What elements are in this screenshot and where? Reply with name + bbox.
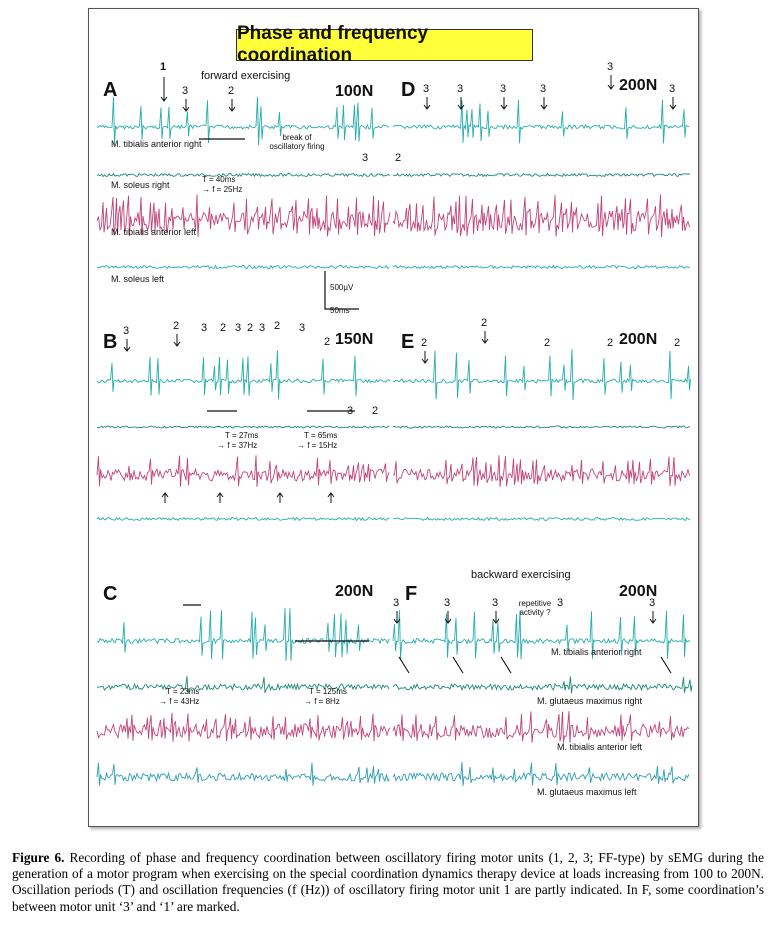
panel-b-num-4: 2	[220, 322, 227, 334]
panel-b-label: B	[103, 331, 118, 353]
panel-d-label: D	[401, 79, 416, 101]
panel-d-num-4: 3	[540, 83, 547, 95]
panel-c-period-2: T = 125ms	[309, 687, 347, 696]
panel-a-arrow-1	[161, 77, 167, 101]
panel-e-num-3: 2	[544, 337, 551, 349]
panel-a-scale-t: 50ms	[330, 306, 350, 315]
panel-b-arrow-2	[174, 334, 180, 346]
panel-b-num-5: 3	[235, 322, 242, 334]
emg-trace-right-0-2	[393, 195, 690, 237]
panel-b-freq-2: → f = 15Hz	[297, 441, 338, 450]
panel-b-up-4	[328, 493, 334, 503]
panel-a-note: break of oscillatory firing	[269, 133, 325, 151]
panel-f-diag-1	[399, 657, 409, 673]
emg-trace-left-0-3	[97, 266, 390, 269]
panel-e-arrow-2	[482, 331, 488, 343]
emg-trace-left-2-2	[97, 713, 390, 742]
emg-trace-right-1-3	[393, 518, 690, 521]
panel-d-load: 200N	[619, 77, 658, 94]
panel-a-num-3b: 3	[362, 152, 369, 164]
panel-b-up-1	[162, 493, 168, 503]
panel-a-muscle-1: M. tibialis anterior right	[111, 139, 202, 149]
caption-label: Figure 6.	[12, 850, 65, 865]
panel-e-load: 200N	[619, 331, 658, 348]
emg-trace-left-1-1	[97, 426, 390, 428]
panel-b-up-3	[277, 493, 283, 503]
emg-trace-right-1-0	[393, 349, 691, 400]
panel-d-arrow-3	[501, 97, 507, 109]
emg-trace-right-1-1	[393, 426, 690, 428]
emg-trace-right-1-2	[393, 455, 690, 487]
panel-f-repetitive: repetitive activity ?	[518, 599, 552, 617]
panel-f-num-5: 3	[649, 597, 656, 609]
panel-d-num-6: 3	[669, 83, 676, 95]
panel-f-arrow-3	[493, 611, 499, 623]
panel-d-num-2: 3	[457, 83, 464, 95]
panel-f-num-1: 3	[393, 597, 400, 609]
panel-a-label: A	[103, 79, 118, 101]
panel-a-unit-1: 1	[160, 61, 167, 73]
panel-b-arrow-1	[124, 339, 130, 351]
panel-a-scale-v: 500µV	[330, 283, 354, 292]
panel-b-num-7: 3	[259, 322, 266, 334]
panel-c-freq-1: → f = 43Hz	[159, 697, 200, 706]
panel-e-num-5: 2	[674, 337, 681, 349]
panel-a-subtitle: forward exercising	[201, 70, 291, 82]
panel-d-arrow-1	[424, 97, 430, 109]
panel-d-arrow-2	[458, 97, 464, 109]
panel-a-muscle-4: M. soleus left	[111, 274, 165, 284]
emg-trace-left-2-3	[97, 763, 390, 786]
panel-b-num-2: 2	[173, 320, 180, 332]
panel-f-diag-2	[453, 657, 463, 673]
emg-trace-right-2-3	[393, 762, 689, 786]
figure-caption	[12, 850, 764, 915]
panel-b-up-2	[217, 493, 223, 503]
panel-b-num-9: 3	[299, 322, 306, 334]
panel-f-subtitle: backward exercising	[471, 569, 571, 581]
panel-a-num-3: 3	[182, 85, 189, 97]
panel-f-diag-4	[661, 657, 671, 673]
panel-b-load: 150N	[335, 331, 374, 348]
panel-a-period: T = 40ms	[202, 175, 236, 184]
panel-a-num-2: 2	[228, 85, 235, 97]
panel-b-period-2: T = 65ms	[304, 431, 338, 440]
panel-a-arrow-3	[183, 99, 189, 111]
panel-a-muscle-3: M. tibialis anterior left	[111, 227, 197, 237]
panel-c-label: C	[103, 583, 118, 605]
panel-d-arrow-5	[608, 75, 614, 89]
panel-a-muscle-2: M. soleus right	[111, 180, 170, 190]
panel-e-label: E	[401, 331, 415, 353]
panel-f-load: 200N	[619, 583, 658, 600]
panel-f-diag-3	[501, 657, 511, 673]
panel-d-num-2b: 2	[395, 152, 402, 164]
emg-trace-left-2-0	[97, 608, 389, 661]
panel-b-num-12: 2	[372, 405, 379, 417]
panel-a-arrow-2	[229, 99, 235, 111]
panel-b-num-10: 2	[324, 336, 331, 348]
panel-f-num-4: 3	[557, 597, 564, 609]
panel-d-num-5: 3	[607, 61, 614, 73]
emg-trace-left-1-2	[97, 455, 389, 486]
panel-b-num-6: 2	[247, 322, 254, 334]
figure-title: Phase and frequency coordination	[236, 29, 533, 61]
panel-b-num-3: 3	[201, 322, 208, 334]
emg-trace-left-0-1	[97, 174, 390, 177]
panel-f-muscle-1: M. tibialis anterior right	[551, 647, 642, 657]
panel-d-num-1: 3	[423, 83, 430, 95]
emg-trace-right-2-0	[393, 610, 690, 659]
panel-c-freq-2: → f = 8Hz	[304, 697, 340, 706]
panel-b-period-1: T = 27ms	[225, 431, 259, 440]
panel-b-num-1: 3	[123, 325, 130, 337]
panel-c-period-1: T = 23ms	[166, 687, 200, 696]
emg-trace-right-2-2	[393, 711, 689, 743]
emg-trace-right-0-0	[393, 100, 689, 144]
panel-f-muscle-4: M. glutaeus maximus left	[537, 787, 637, 797]
caption-text: Recording of phase and frequency coordination between oscillatory firing motor units (1, 2, 3; FF-type) by sEMG during the generation of a motor program when exercising on the special coordination dynamics therapy device at loads increasing from 100 to 200N. Oscillation periods (T) and oscillation frequencies (f (Hz)) of oscillatory firing motor unit 1 are partly indicated. In F, some coordination’s between motor unit ‘3’ and ‘1’ are marked.	[12, 850, 764, 914]
panel-f-num-2: 3	[444, 597, 451, 609]
panel-b-freq-1: → f = 37Hz	[217, 441, 258, 450]
panel-d-arrow-6	[670, 97, 676, 109]
panel-d-arrow-4	[541, 97, 547, 109]
panel-e-num-2: 2	[481, 317, 488, 329]
emg-trace-left-1-0	[97, 351, 390, 400]
panel-b-num-11: 3	[347, 405, 354, 417]
emg-trace-left-1-3	[97, 518, 390, 521]
panel-e-arrow-1	[422, 351, 428, 363]
panel-f-muscle-3: M. tibialis anterior left	[557, 742, 643, 752]
panel-f-arrow-4	[650, 611, 656, 623]
panel-d-num-3: 3	[500, 83, 507, 95]
figure-6	[88, 8, 699, 827]
panel-b-num-8: 2	[274, 320, 281, 332]
panel-a-load: 100N	[335, 83, 374, 100]
panel-a-freq: → f = 25Hz	[202, 185, 243, 194]
emg-trace-right-0-1	[393, 174, 690, 177]
panel-c-load: 200N	[335, 583, 374, 600]
emg-trace-left-0-0	[97, 97, 389, 145]
panel-f-num-3: 3	[492, 597, 499, 609]
emg-trace-right-0-3	[393, 266, 690, 269]
panel-f-label: F	[405, 583, 418, 605]
panel-e-num-4: 2	[607, 337, 614, 349]
emg-trace-right-2-1	[393, 677, 692, 694]
panel-e-num-1: 2	[421, 337, 428, 349]
panel-f-muscle-2: M. glutaeus maximus right	[537, 696, 643, 706]
